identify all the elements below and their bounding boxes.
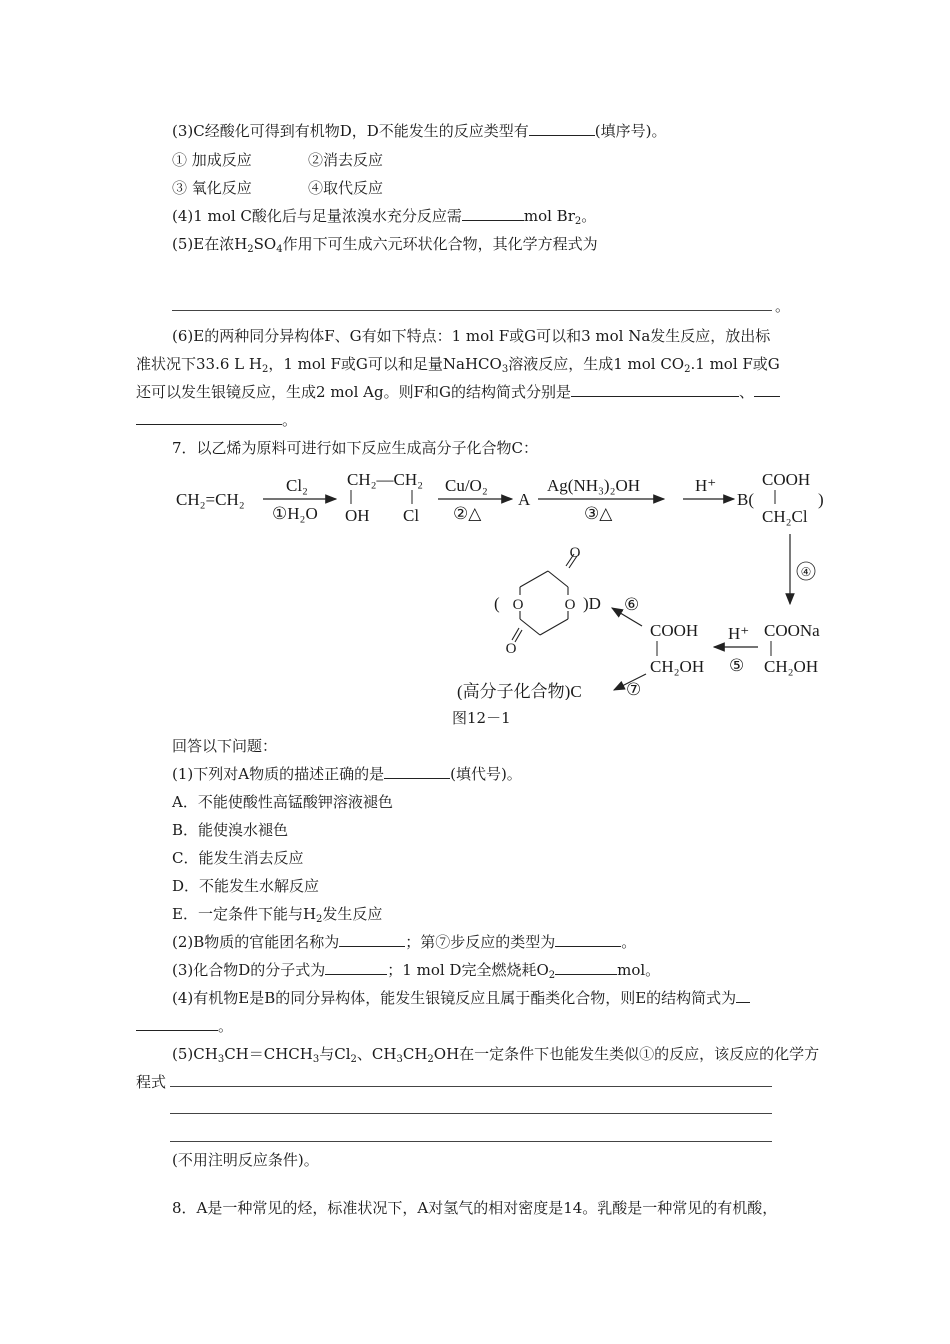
reaction-scheme	[0, 464, 950, 700]
polymer-c-label: (高分子化合物)C	[457, 682, 582, 700]
q6-part6-line2: 准状况下33.6 L $H_2$，1 mol F或G可以和足量NaHCO$_3$溶液反应，生成1 mol $CO_2.1$ mol F或G	[136, 355, 780, 375]
q7-option-c: C．能发生消去反应	[172, 849, 304, 867]
answer-blank[interactable]	[754, 382, 780, 397]
q7-part4: (4)有机物E是B的同分异构体，能发生银镜反应且属于酯类化合物，则E的结构简式为	[172, 988, 750, 1008]
q6-part6-line3: 还可以发生银镜反应，生成2 mol Ag。则F和G的结构简式分别是 、	[136, 382, 780, 402]
carbonyl-oxygen: O	[505, 641, 517, 657]
reagent-tollens: Ag(NH₃)₂OH	[547, 476, 641, 495]
carbonyl-oxygen: O	[569, 545, 581, 561]
chlorohydrin-oh: OH	[345, 506, 370, 525]
answer-line[interactable]	[170, 1141, 772, 1142]
q7-part5-equation-label: 程式	[136, 1073, 167, 1091]
answer-blank[interactable]	[384, 764, 450, 779]
q7-option-a: A．不能使酸性高锰酸钾溶液褪色	[172, 793, 393, 811]
hydroxy-acid-ch2oh: CH₂OH	[650, 657, 705, 676]
answer-blank[interactable]	[136, 1016, 218, 1031]
reagent-water-step1: ①H₂O	[272, 504, 318, 523]
step-6-label: ⑥	[624, 595, 640, 614]
answer-blank[interactable]	[339, 932, 405, 947]
q6-option-1: ① 加成反应	[172, 151, 252, 169]
q6-option-3: ③ 氧化反应	[172, 179, 252, 197]
q6-option-2: ②消去反应	[308, 151, 384, 169]
chlorohydrin-chain: CH₂—CH₂	[347, 470, 424, 489]
step-7-label: ⑦	[626, 680, 642, 699]
q7-option-e: E．一定条件下能与$H_2$发生反应	[172, 905, 383, 925]
step-2-label: ②△	[453, 504, 482, 523]
compound-b-ch2cl: CH₂Cl	[762, 507, 808, 526]
ethylene: CH₂=CH₂	[176, 490, 245, 509]
answer-line[interactable]	[170, 1113, 772, 1114]
step-5-label: ⑤	[729, 656, 745, 675]
q7-answer-intro: 回答以下问题：	[172, 737, 278, 755]
q6-part5: (5)E在浓$H_2SO_4$作用下可生成六元环状化合物，其化学方程式为	[172, 235, 598, 255]
answer-blank[interactable]	[136, 410, 282, 425]
q7-option-d: D．不能发生水解反应	[172, 877, 320, 895]
q7-part5: $(5)CH_3CH=CHCH_3$与$Cl_2$、$CH_3CH_2OH$在一定条件下也能发生类似①的反应，该反应的化学方	[172, 1045, 820, 1065]
answer-blank[interactable]	[555, 932, 621, 947]
hydroxy-acid-cooh: COOH	[650, 621, 699, 640]
answer-blank[interactable]	[325, 960, 387, 975]
q6-option-4: ④取代反应	[308, 179, 384, 197]
step-3-label: ③△	[584, 504, 613, 523]
sodium-salt-coona: COONa	[764, 621, 820, 640]
answer-blank[interactable]	[529, 121, 595, 136]
q7-part1: (1)下列对A物质的描述正确的是 (填代号)。	[172, 765, 522, 783]
compound-b-close: )	[818, 490, 824, 509]
compound-d-open: (	[494, 594, 500, 613]
q8-intro: 8．A是一种常见的烃，标准状况下，A对氢气的相对密度是14。乳酸是一种常见的有机酸，	[172, 1199, 778, 1217]
answer-line[interactable]	[170, 1086, 772, 1087]
answer-blank[interactable]	[555, 960, 617, 975]
answer-blank[interactable]	[462, 206, 524, 221]
chlorohydrin-cl: Cl	[403, 506, 420, 525]
q7-part5-note: (不用注明反应条件)。	[172, 1151, 319, 1169]
q7-part2: (2)B物质的官能团名称为 ；第⑦步反应的类型为 。	[172, 933, 637, 951]
ring-oxygen: O	[512, 597, 524, 613]
compound-d-label: )D	[583, 594, 601, 613]
q7-intro: 7．以乙烯为原料可进行如下反应生成高分子化合物C：	[172, 439, 539, 457]
figure-caption: 图12－1	[452, 709, 511, 727]
compound-b-label: B(	[737, 490, 754, 509]
q6-part6-line4: 。	[136, 410, 297, 430]
reagent-h-plus: H⁺	[695, 476, 717, 495]
q7-part3: (3)化合物D的分子式为 ；1 mol D完全燃烧耗$O_2$ mol。	[172, 961, 661, 981]
compound-b-cooh: COOH	[762, 470, 811, 489]
reagent-cu-o2: Cu/O₂	[445, 476, 488, 495]
answer-line[interactable]	[172, 310, 772, 311]
q6-part4: (4)1 mol C酸化后与足量浓溴水充分反应需 mol $Br_2$。	[172, 207, 597, 227]
q6-part6-line1: (6)E的两种同分异构体F、G有如下特点：1 mol F或G可以和3 mol Na发生反应，放出标	[172, 327, 771, 345]
step-4-label: ④	[800, 565, 812, 579]
reagent-cl2: Cl₂	[286, 476, 308, 495]
q7-part4-cont: 。	[136, 1016, 233, 1036]
ring-oxygen: O	[564, 597, 576, 613]
sodium-salt-ch2oh: CH₂OH	[764, 657, 819, 676]
answer-blank[interactable]	[736, 988, 750, 1003]
answer-blank[interactable]	[571, 382, 739, 397]
compound-a: A	[518, 490, 531, 509]
q7-option-b: B．能使溴水褪色	[172, 821, 289, 839]
reagent-h-plus-step5: H⁺	[728, 624, 750, 643]
q6-part3: (3)C经酸化可得到有机物D，D不能发生的反应类型有 (填序号)。	[172, 122, 667, 140]
q6-part5-end: 。	[775, 297, 791, 315]
